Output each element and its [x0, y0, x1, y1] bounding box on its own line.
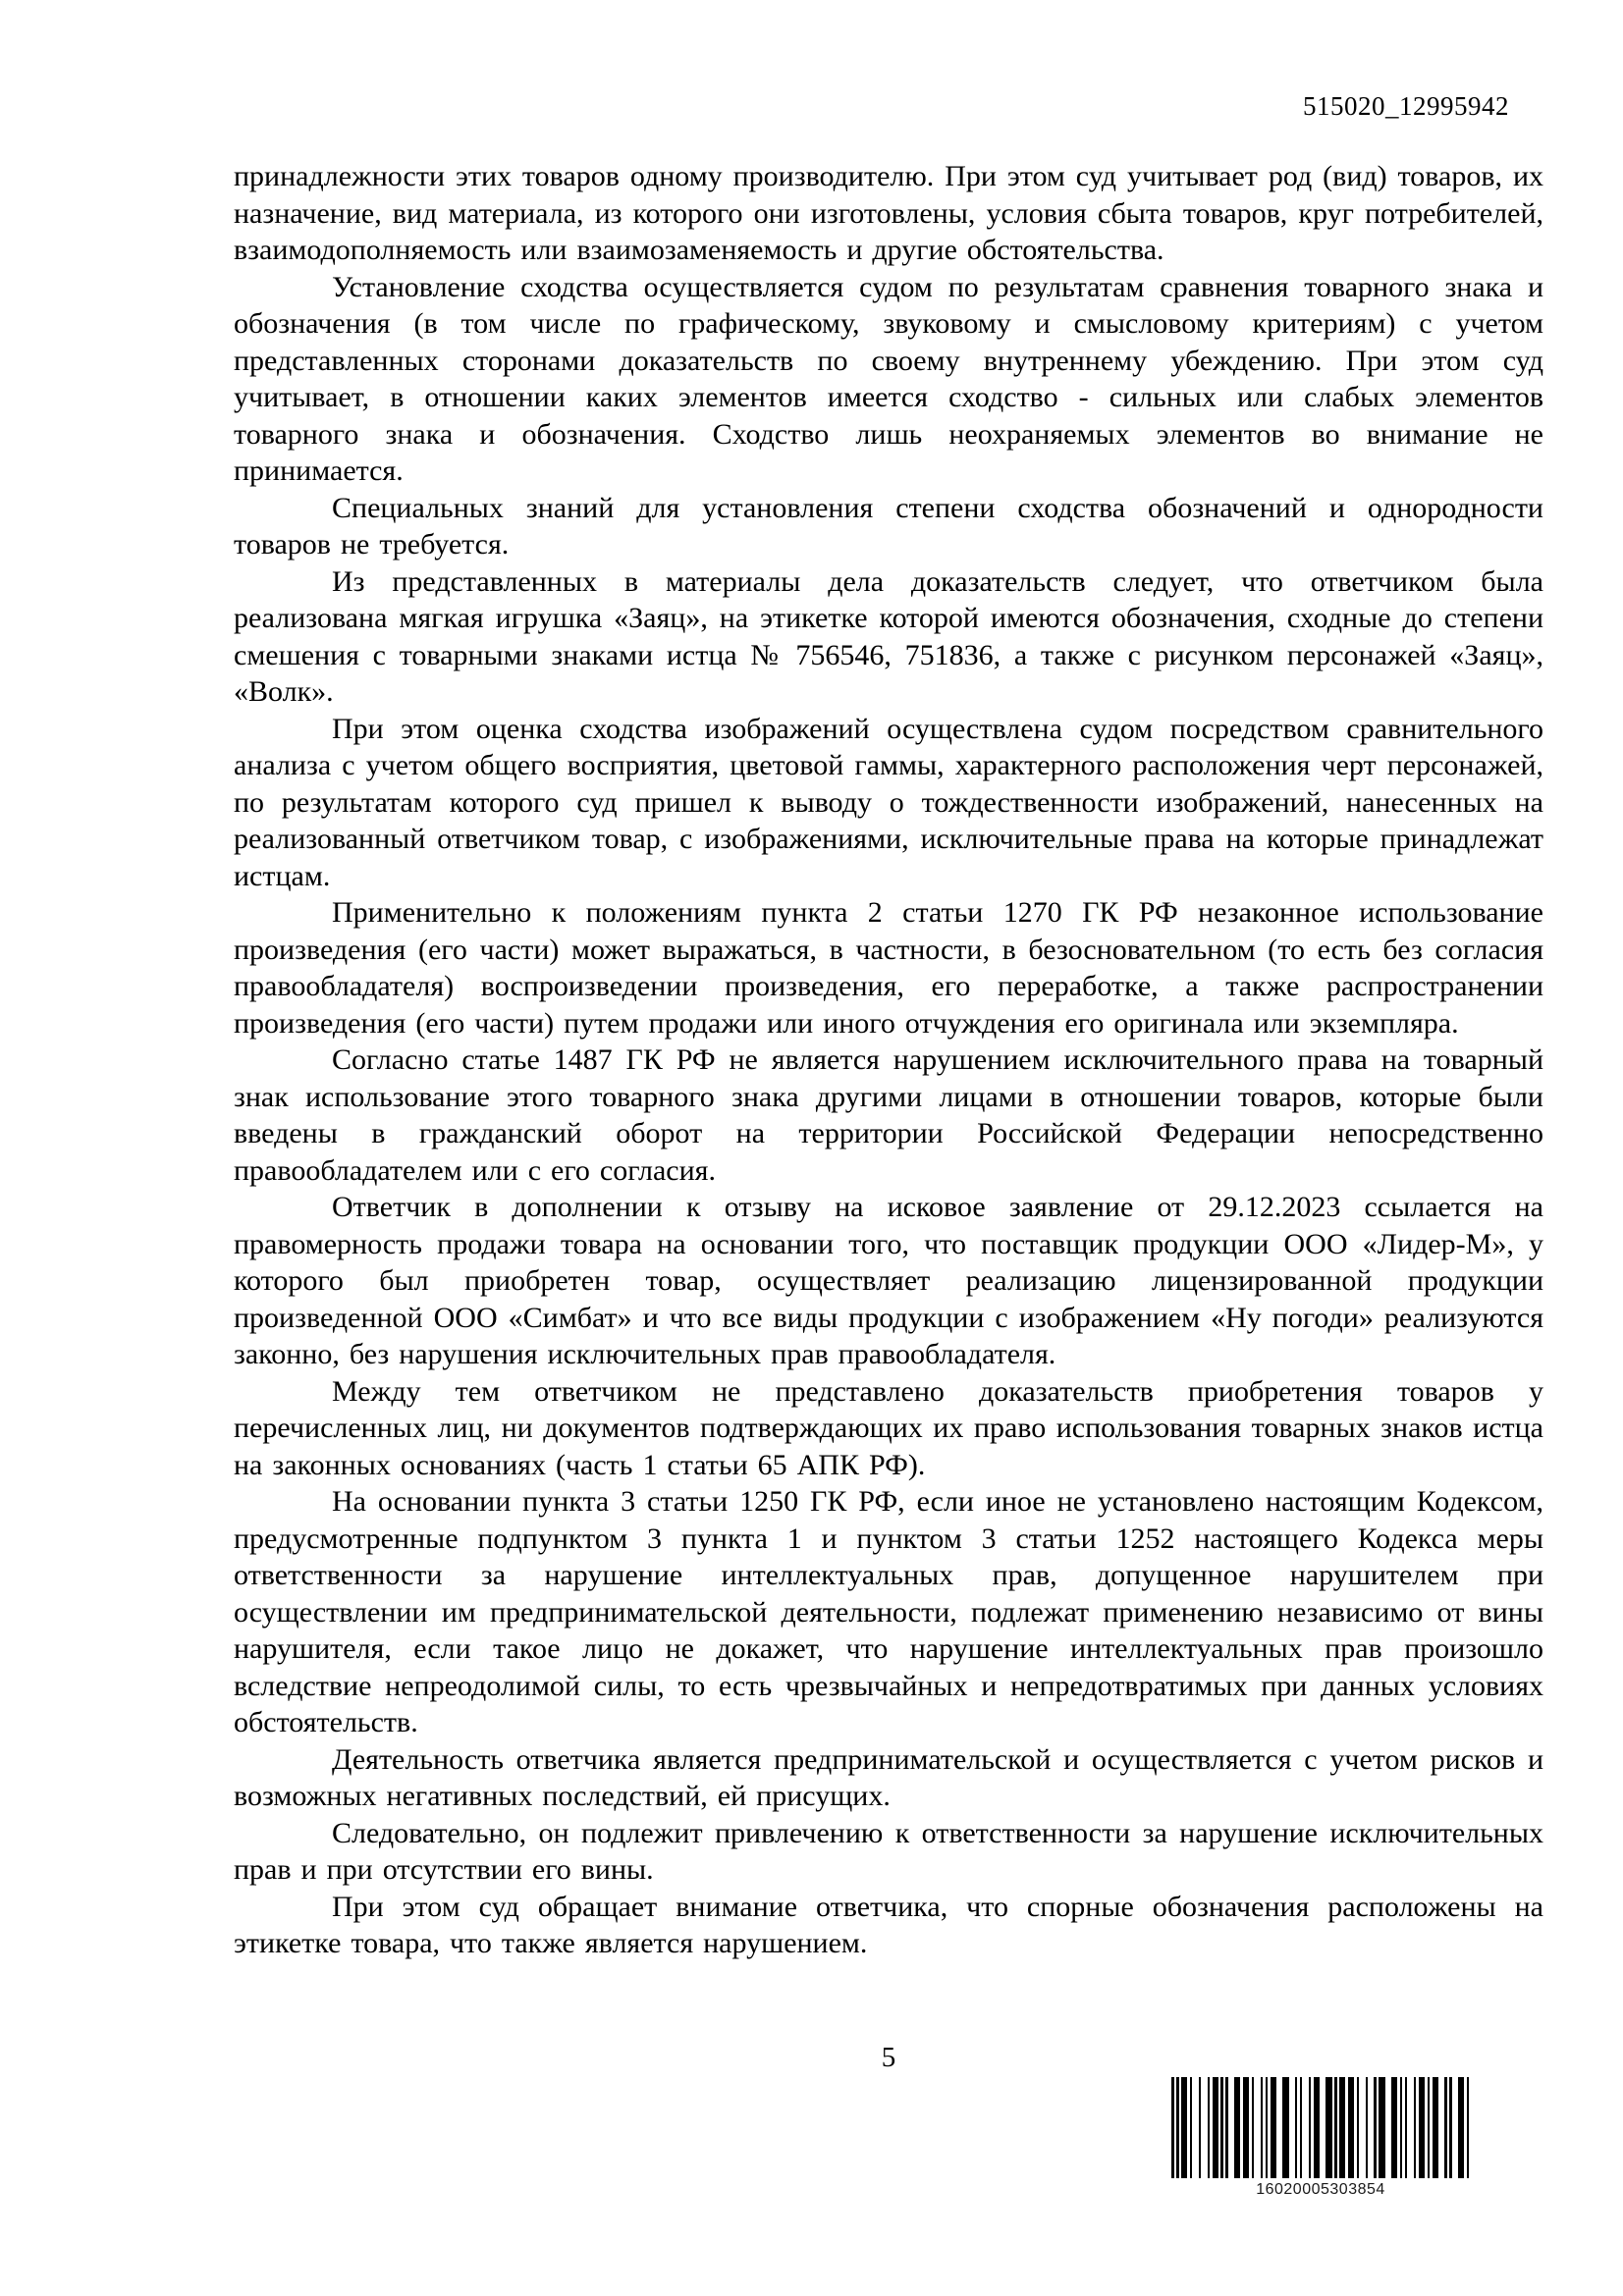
paragraph: На основании пункта 3 статьи 1250 ГК РФ, если иное не установлено настоящим Кодексом, предусмотренные подпунктом 3 пункта 1 и пунктом 3 статьи 1252 настоящего Кодекса меры ответственности за нарушение интеллектуальных прав, допущенное нарушителем при осуществлении им предпринимательской деятельности, подлежат применению независимо от вины нарушителя, если такое лицо не докажет, что нарушение интеллектуальных прав произошло вследствие непреодолимой силы, то есть чрезвычайных и непредотвратимых при данных условиях обстоятельств.	[234, 1485, 1543, 1738]
paragraph: Ответчик в дополнении к отзыву на исковое заявление от 29.12.2023 ссылается на правомерность продажи товара на основании того, что поставщик продукции ООО «Лидер-М», у которого был приобретен товар, осуществляет реализацию лицензированной продукции произведенной ООО «Симбат» и что все виды продукции с изображением «Ну погоди» реализуются законно, без нарушения исключительных прав правообладателя.	[234, 1191, 1543, 1370]
paragraph: При этом суд обращает внимание ответчика, что спорные обозначения расположены на этикетке товара, что также является нарушением.	[234, 1890, 1543, 1959]
paragraph: Из представленных в материалы дела доказательств следует, что ответчиком была реализована мягкая игрушка «Заяц», на этикетке которой имеются обозначения, сходные до степени смешения с товарными знаками истца № 756546, 751836, а также с рисунком персонажей «Заяц», «Волк».	[234, 564, 1543, 708]
paragraph: Следовательно, он подлежит привлечению к ответственности за нарушение исключительных прав и при отсутствии его вины.	[234, 1816, 1543, 1886]
paragraph: принадлежности этих товаров одному производителю. При этом суд учитывает род (вид) товаров, их назначение, вид материала, из которого они изготовлены, условия сбыта товаров, круг потребителей, взаимодополняемость или взаимозаменяемость и другие обстоятельства.	[234, 160, 1543, 266]
paragraph: Специальных знаний для установления степени сходства обозначений и однородности товаров не требуется.	[234, 491, 1543, 561]
barcode	[1171, 2077, 1470, 2199]
paragraph: Согласно статье 1487 ГК РФ не является нарушением исключительного права на товарный знак использование этого товарного знака другими лицами в отношении товаров, которые были введены в гражданский оборот на территории Российской Федерации непосредственно правообладателем или с его согласия.	[234, 1043, 1543, 1187]
barcode-bar	[1467, 2077, 1470, 2178]
paragraph: Между тем ответчиком не представлено доказательств приобретения товаров у перечисленных лиц, ни документов подтверждающих их право использования товарных знаков истца на законных основаниях (часть 1 статьи 65 АПК РФ).	[234, 1374, 1543, 1481]
barcode-number: 16020005303854	[1256, 2181, 1385, 2198]
document-body	[234, 158, 1543, 1962]
paragraph: При этом оценка сходства изображений осуществлена судом посредством сравнительного анализа с учетом общего восприятия, цветовой гаммы, характерного расположения черт персонажей, по результатам которого суд пришел к выводу о тождественности изображений, нанесенных на реализованный ответчиком товар, с изображениями, исключительные права на которые принадлежат истцам.	[234, 712, 1543, 892]
page-number: 5	[881, 2042, 896, 2073]
paragraph: Установление сходства осуществляется судом по результатам сравнения товарного знака и обозначения (в том числе по графическому, звуковому и смысловому критериям) с учетом представленных сторонами доказательств по своему внутреннему убеждению. При этом суд учитывает, в отношении каких элементов имеется сходство - сильных или слабых элементов товарного знака и обозначения. Сходство лишь неохраняемых элементов во внимание не принимается.	[234, 270, 1543, 487]
document-number: 515020_12995942	[1303, 91, 1509, 121]
barcode-bars	[1171, 2077, 1470, 2178]
paragraph: Деятельность ответчика является предпринимательской и осуществляется с учетом рисков и возможных негативных последствий, ей присущих.	[234, 1742, 1543, 1812]
paragraph: Применительно к положениям пункта 2 статьи 1270 ГК РФ незаконное использование произведения (его части) может выражаться, в частности, в безосновательном (то есть без согласия правообладателя) воспроизведении произведения, его переработке, а также распространении произведения (его части) путем продажи или иного отчуждения его оригинала или экземпляра.	[234, 896, 1543, 1040]
